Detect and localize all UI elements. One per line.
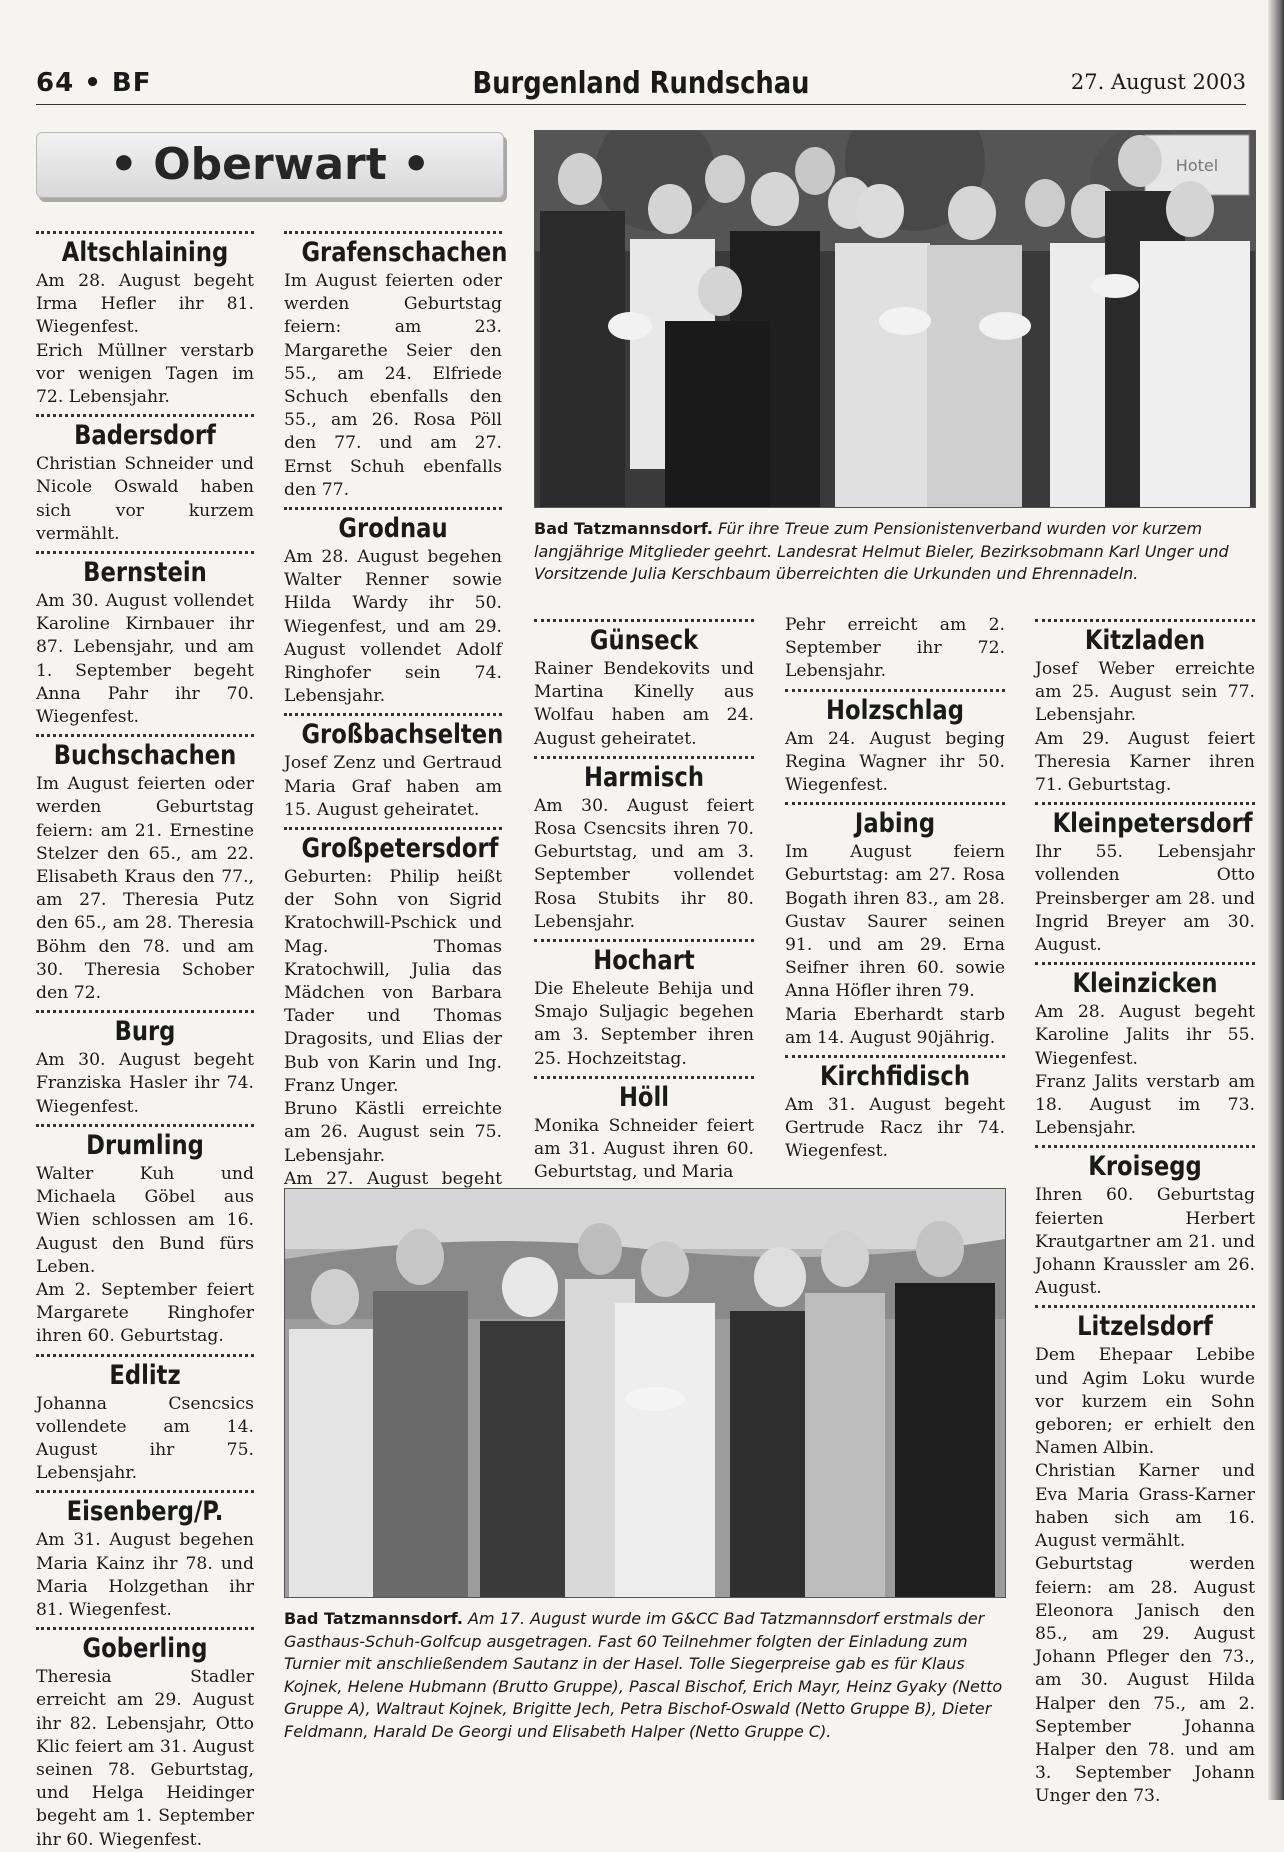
item-text: Am 29. August feiert Theresia Karner ihren 71. Geburtstag. — [1035, 728, 1255, 796]
locality-heading: Bernstein — [83, 557, 207, 589]
item-text: Am 30. August begeht Franziska Hasler ihr 74. Wiegenfest. — [36, 1050, 254, 1117]
dotted-divider — [1035, 962, 1255, 965]
item-text: Am 28. August begehen Walter Renner sowie Hilda Wardy ihr 50. Wiegenfest, und am 29. August vollendet Adolf Ringhofer sein 74. Lebensjahr. — [284, 547, 502, 707]
news-item — [284, 231, 508, 502]
issue-date: 27. August 2003 — [1070, 70, 1246, 94]
news-item — [1035, 1305, 1255, 1808]
item-text: Die Eheleute Behija und Smajo Suljagic begehen am 3. September ihren 25. Hochzeitstag. — [534, 979, 754, 1069]
item-text: Im August feierten oder werden Geburtstag feiern: am 23. Margarethe Seier den 55., am 24. Elfriede Schuch ebenfalls den 55., am 26. Rosa Pöll den 77. und am 27. Ernst Schuh ebenfalls den 77. — [284, 271, 502, 500]
locality-heading: Kroisegg — [1088, 1151, 1202, 1183]
newspaper-title: Burgenland Rundschau — [472, 66, 810, 101]
item-text: Am 28. August begeht Irma Hefler ihr 81. Wiegenfest. — [36, 271, 254, 338]
caption-1-text: Für ihre Treue zum Pensionistenverband wurden vor kurzem langjährige Mitglieder geehrt. Landesrat Helmut Bieler, Bezirksobmann Karl Unger und Vorsitzende Julia Kerschbaum überreichten die Urkunden und Ehrennadeln. — [534, 519, 1229, 583]
dotted-divider — [785, 802, 1005, 805]
column-1 — [36, 226, 254, 1852]
item-text: Maria Eberhardt starb am 14. August 90jährig. — [785, 1004, 1005, 1048]
dotted-divider — [36, 414, 254, 417]
section-banner: • Oberwart • — [36, 132, 504, 198]
caption-2-text: Am 17. August wurde im G&CC Bad Tatzmannsdorf erstmals der Gasthaus-Schuh-Golfcup ausgetragen. Fast 60 Teilnehmer folgten der Einladung zum Turnier mit anschließendem Sautanz in der Hasel. Tolle Siegerpreise gab es für Klaus Kojnek, Helene Hubmann (Brutto Gruppe), Pascal Bischof, Erich Mayr, Heinz Gyaky (Netto Gruppe A), Waltraut Kojnek, Brigitte Jech, Petra Bischof-Oswald (Netto Gruppe B), Dieter Feldmann, Harald De Georgi und Elisabeth Halper (Netto Gruppe C). — [284, 1609, 1003, 1741]
caption-1-place: Bad Tatzmannsdorf. — [534, 519, 713, 538]
item-text: Am 31. August begehen Maria Kainz ihr 78. und Maria Holzgethan ihr 81. Wiegenfest. — [36, 1530, 254, 1620]
item-text: Josef Zenz und Gertraud Maria Graf haben am 15. August geheiratet. — [284, 753, 502, 820]
item-text: Christian Karner und Eva Maria Grass-Karner haben sich am 16. August vermählt. — [1035, 1461, 1255, 1552]
item-text: Dem Ehepaar Lebibe und Agim Loku wurde vor kurzem ein Sohn geboren; er erhielt den Namen Albin. — [1035, 1345, 1255, 1459]
page-number: 64 • BF — [36, 68, 152, 98]
news-item — [785, 802, 1005, 1050]
locality-heading: Litzelsdorf — [1077, 1311, 1213, 1343]
news-item — [284, 507, 502, 708]
locality-heading: Drumling — [86, 1129, 204, 1161]
locality-heading: Großpetersdorf — [301, 833, 499, 865]
news-item — [534, 939, 754, 1071]
news-item — [36, 1627, 254, 1852]
locality-heading: Höll — [618, 1081, 670, 1113]
item-text: Bruno Kästli erreichte am 26. August sein 75. Lebensjahr. — [284, 1099, 502, 1166]
item-text: Am 30. August feiert Rosa Csencsits ihren 70. Geburtstag, und am 3. September vollendet Rosa Stubits ihr 80. Lebensjahr. — [534, 795, 754, 932]
locality-heading: Jabing — [854, 808, 936, 840]
news-item — [785, 614, 1005, 684]
item-text: Am 24. August beging Regina Wagner ihr 50. Wiegenfest. — [785, 728, 1005, 796]
locality-heading: Kleinzicken — [1072, 968, 1218, 1000]
photo-2-caption — [284, 1608, 1004, 1743]
news-item — [1035, 802, 1255, 957]
locality-heading: Badersdorf — [74, 420, 216, 452]
locality-heading: Edlitz — [109, 1359, 181, 1391]
item-text: Am 28. August begeht Karoline Jalits ihr 55. Wiegenfest. — [1035, 1002, 1255, 1069]
news-item — [36, 734, 254, 1005]
news-item — [785, 1055, 1005, 1164]
locality-heading: Holzschlag — [826, 694, 964, 726]
news-item — [36, 1010, 254, 1119]
photo-golfcup — [284, 1188, 1006, 1598]
caption-2-place: Bad Tatzmannsdorf. — [284, 1609, 463, 1628]
locality-heading: Harmisch — [584, 761, 704, 793]
column-2 — [284, 226, 508, 1237]
item-text: Erich Müllner verstarb vor wenigen Tagen im 72. Lebensjahr. — [36, 340, 254, 408]
dotted-divider — [36, 1010, 254, 1013]
item-text: Im August feiern Geburtstag: am 27. Rosa Bogath ihren 83., am 28. Gustav Saurer seinen 91. und am 29. Erna Seifner ihren 60. sowie Anna Höfler ihren 79. — [785, 842, 1005, 1002]
item-text: Im August feierten oder werden Geburtstag feiern: am 21. Ernestine Stelzer den 65., am 22. Elisabeth Kraus den 77., am 27. Theresia Putz den 65., am 28. Theresia Böhm den 78. und am 30. Theresia Schober den 72. — [36, 774, 254, 1004]
dotted-divider — [1035, 1305, 1255, 1308]
item-text: Monika Schneider feiert am 31. August ihren 60. Geburtstag, und Maria — [534, 1115, 754, 1183]
item-text: Walter Kuh und Michaela Göbel aus Wien schlossen am 16. August den Bund fürs Leben. — [36, 1163, 254, 1277]
news-item — [36, 1354, 254, 1486]
dotted-divider — [36, 1124, 254, 1127]
news-item — [36, 551, 254, 729]
item-text: Geburten: Philip heißt der Sohn von Sigrid Kratochwill-Pschick und Mag. Thomas Kratochwill, Julia das Mädchen von Barbara Tader und Thomas Dragosits, und Elias der Bub von Karin und Ing. Franz Unger. — [284, 867, 502, 1096]
dotted-divider — [1035, 619, 1255, 622]
item-text: Josef Weber erreichte am 25. August sein 77. Lebensjahr. — [1035, 659, 1255, 726]
dotted-divider — [534, 939, 754, 942]
dotted-divider — [534, 619, 754, 622]
photo-1-caption — [534, 518, 1254, 586]
page-header — [36, 60, 1246, 105]
dotted-divider — [1035, 802, 1255, 805]
column-5 — [1035, 614, 1255, 1809]
dotted-divider — [36, 1490, 254, 1493]
item-text: Pehr erreicht am 2. September ihr 72. Lebensjahr. — [785, 615, 1005, 682]
locality-heading: Kleinpetersdorf — [1052, 808, 1253, 840]
item-text: Christian Schneider und Nicole Oswald haben sich vor kurzem vermählt. — [36, 454, 254, 544]
dotted-divider — [284, 231, 502, 234]
dotted-divider — [534, 756, 754, 759]
dotted-divider — [36, 1627, 254, 1630]
dotted-divider — [36, 551, 254, 554]
item-text: Franz Jalits verstarb am 18. August im 73. Lebensjahr. — [1035, 1071, 1255, 1139]
item-text: Am 30. August vollendet Karoline Kirnbauer ihr 87. Lebensjahr, und am 1. September begeht Anna Pahr ihr 70. Wiegenfest. — [36, 591, 254, 728]
item-text: Am 27. August begeht — [284, 1168, 502, 1189]
item-text: Ihr 55. Lebensjahr vollenden Otto Preinsberger am 28. und Ingrid Breyer am 30. August. — [1035, 842, 1255, 956]
news-item — [534, 756, 754, 934]
locality-heading: Kitzladen — [1084, 625, 1206, 656]
locality-heading: Kirchfidisch — [819, 1061, 971, 1093]
item-text: Ihren 60. Geburtstag feierten Herbert Krautgartner am 21. und Johann Kraussler am 26. August. — [1035, 1185, 1255, 1299]
dotted-divider — [284, 507, 502, 510]
news-item — [785, 689, 1005, 798]
locality-heading: Burg — [114, 1016, 176, 1048]
locality-heading: Günseck — [589, 625, 699, 656]
locality-heading: Grodnau — [338, 513, 448, 545]
locality-heading: Goberling — [82, 1633, 208, 1665]
news-item — [284, 713, 502, 822]
item-text: Johanna Csencsics vollendete am 14. August ihr 75. Lebensjahr. — [36, 1393, 254, 1484]
news-item — [36, 414, 254, 546]
dotted-divider — [284, 713, 502, 716]
item-text: Geburtstag werden feiern: am 28. August Eleonora Janisch den 85., am 29. August Johann Pfleger den 73., am 30. August Hilda Halper den 75., am 2. September Johanna Halper den 78. und am 3. September Johann Unger den 73. — [1035, 1554, 1255, 1807]
news-item — [36, 231, 254, 409]
news-item — [534, 1076, 754, 1185]
news-item — [1035, 1145, 1255, 1300]
locality-heading: Buchschachen — [53, 740, 237, 772]
dotted-divider — [1035, 1145, 1255, 1148]
news-item — [1035, 962, 1255, 1140]
locality-heading: Grafenschachen — [301, 237, 508, 268]
dotted-divider — [534, 1076, 754, 1079]
photo-pensioners — [534, 130, 1256, 508]
news-item — [284, 827, 502, 1237]
locality-heading: Eisenberg/P. — [66, 1496, 224, 1528]
news-item — [1035, 619, 1255, 797]
column-4 — [785, 614, 1005, 1164]
item-text: Theresia Stadler erreicht am 29. August ihr 82. Lebensjahr, Otto Klic feiert am 31. August seinen 78. Geburtstag, und Helga Heidinger begeht am 1. September ihr 60. Wiegenfest. — [36, 1667, 254, 1850]
item-text: Am 2. September feiert Margarete Ringhofer ihren 60. Geburtstag. — [36, 1279, 254, 1347]
dotted-divider — [785, 1055, 1005, 1058]
dotted-divider — [36, 734, 254, 737]
dotted-divider — [36, 231, 254, 234]
item-text: Am 31. August begeht Gertrude Racz ihr 74. Wiegenfest. — [785, 1095, 1005, 1162]
hotel-sign: Hotel — [1175, 156, 1219, 175]
dotted-divider — [785, 689, 1005, 692]
dotted-divider — [36, 1354, 254, 1357]
locality-heading: Altschlaining — [61, 237, 229, 268]
item-text: Rainer Bendekovits und Martina Kinelly aus Wolfau haben am 24. August geheiratet. — [534, 659, 754, 749]
news-item — [534, 619, 754, 751]
column-3 — [534, 614, 754, 1184]
news-item — [36, 1490, 254, 1622]
news-item — [36, 1124, 254, 1349]
page-fold-shadow — [1268, 0, 1284, 1800]
locality-heading: Hochart — [593, 945, 695, 977]
locality-heading: Großbachselten — [301, 719, 504, 751]
dotted-divider — [284, 827, 502, 830]
